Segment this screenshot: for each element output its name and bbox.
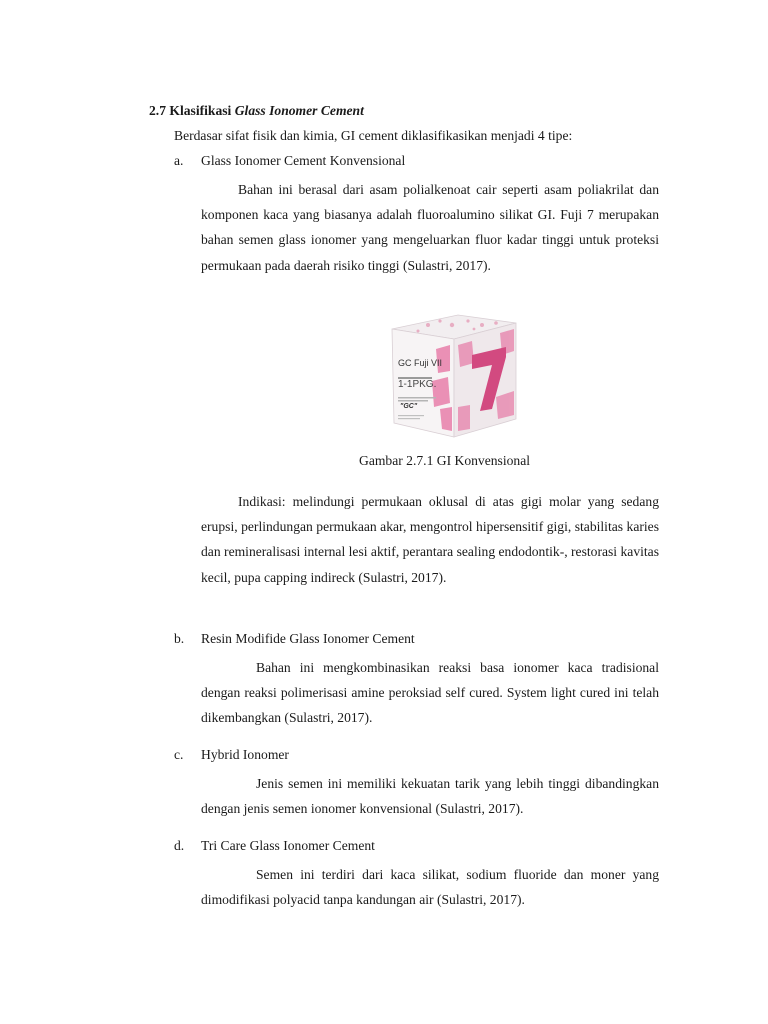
item-paragraph-a-indications: Indikasi: melindungi permukaan oklusal di atas gigi molar yang sedang erupsi, perlindungan permukaan akar, mengontrol hipersensitif gigi, stabilitas karies dan remineralisasi internal lesi aktif, perantara sealing endodontik-, restorasi kavitas kecil, pupa capping indireck (Sulastri, 2017). bbox=[201, 494, 659, 585]
item-title-a: Glass Ionomer Cement Konvensional bbox=[201, 153, 406, 168]
box-number bbox=[388, 311, 389, 312]
item-paragraph-d: Semen ini terdiri dari kaca silikat, sodium fluoride dan moner yang dimodifikasi polyacid tanpa kandungan air (Sulastri, 2017). bbox=[201, 867, 659, 908]
box-label-brand: GC Fuji VII bbox=[398, 358, 443, 368]
box-logo: "GC" bbox=[400, 403, 418, 410]
section-heading bbox=[149, 103, 364, 119]
list-marker-b: b. bbox=[174, 631, 185, 646]
section-heading-italic: Glass Ionomer Cement bbox=[234, 103, 364, 118]
list-marker-a: a. bbox=[174, 153, 184, 168]
item-title-d: Tri Care Glass Ionomer Cement bbox=[201, 838, 375, 853]
box-label-pkg: 1-1PKG. bbox=[398, 379, 437, 390]
section-intro: Berdasar sifat fisik dan kimia, GI cement diklasifikasikan menjadi 4 tipe: bbox=[174, 128, 573, 143]
section-heading-number: 2.7 Klasifikasi bbox=[149, 103, 235, 118]
item-paragraph-c: Jenis semen ini memiliki kekuatan tarik yang lebih tinggi dibandingkan dengan jenis semen ionomer konvensional (Sulastri, 2017). bbox=[201, 776, 659, 817]
product-image-gc-fuji-vii bbox=[388, 311, 520, 441]
item-title-b: Resin Modifide Glass Ionomer Cement bbox=[201, 631, 415, 646]
figure-caption: Gambar 2.7.1 GI Konvensional bbox=[359, 453, 531, 468]
item-paragraph-a: Bahan ini berasal dari asam polialkenoat cair seperti asam poliakrilat dan komponen kaca yang biasanya adalah fluoroalumino silikat GI. Fuji 7 merupakan bahan semen glass ionomer yang mengeluarkan fluor kadar tinggi untuk proteksi permukaan pada daerah risiko tinggi (Sulastri, 2017). bbox=[201, 182, 659, 273]
item-title-c: Hybrid Ionomer bbox=[201, 747, 289, 762]
item-paragraph-b: Bahan ini mengkombinasikan reaksi basa ionomer kaca tradisional dengan reaksi polimerisasi amine peroksiad self cured. System light cured ini telah dikembangkan (Sulastri, 2017). bbox=[201, 660, 659, 726]
list-marker-d: d. bbox=[174, 838, 185, 853]
list-marker-c: c. bbox=[174, 747, 184, 762]
